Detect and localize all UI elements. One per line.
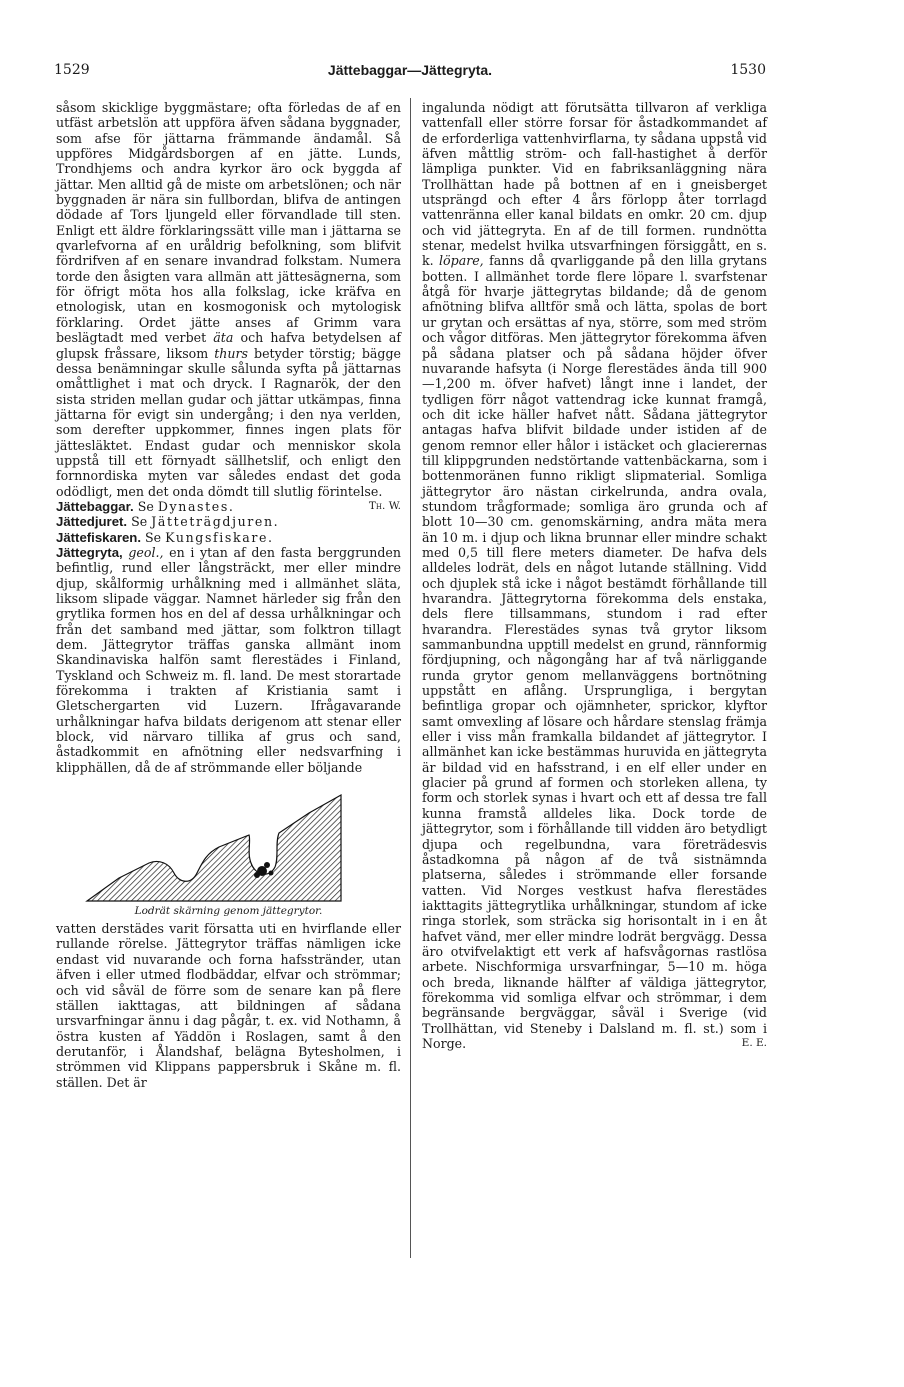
- entry-jattegryta: Jättegryta, geol., en i ytan af den fasta berggrunden befintlig, rund eller långsträckt, mer eller mindre djup, skålformig urhålkning med i allmänhet släta, liksom slipade väggar. Namnet härleder sig från den grytlika formen hos en del af dessa urhålkningar och från det samband med jättar, som folktron tillagt dem. Jättegrytor träffas ganska allmänt inom Skandinaviska halfön samt flerestädes i Finland, Tyskland och Schweiz m. fl. land. De mest storartade förekomma i trakten af Kristiania samt i Gletschergarten vid Luzern. Ifrågavarande urhålkningar hafva bildats derigenom att stenar eller block, vid närvaro tillika af grus och sand, åstadkommit en afnötning eller nedsvarfning i klipphällen, då de af strömmande eller böljande: [56, 544, 401, 775]
- author-signature: E. E.: [741, 1036, 767, 1049]
- page-header: [54, 62, 766, 84]
- column-divider: [410, 98, 411, 1258]
- author-signature: Th. W.: [368, 499, 401, 512]
- figure-pothole-section: [79, 783, 379, 903]
- pothole-cross-section-illustration: [79, 783, 379, 903]
- left-column: [56, 100, 401, 1090]
- entry-jattefiskaren: Jättefiskaren. Se Kungsfiskare.: [56, 529, 274, 545]
- entry-headword: Jättebaggar.: [56, 498, 134, 514]
- paragraph-continued: vatten derstädes varit försatta uti en hvirflande eller rullande rörelse. Jättegrytor träffas nämligen icke endast vid nuvarande och forna hafsstränder, utan äfven i eller utmed flodbäddar, elfvar och strömmar; och vid såväl de förre som de senare kan på flere ställen iakttagas, att bildningen af sådana ursvarfningar ännu i dag pågår, t. ex. vid Nothamn, å östra kusten af Yäddön i Roslagen, samt å den derutanför, i Ålandshaf, belägna Bytesholmen, i strömmen vid Klippans pappersbruk i Skåne m. fl. ställen. Det är: [56, 921, 401, 1090]
- page-number-left: 1529: [54, 62, 90, 78]
- paragraph-giants: såsom skicklige byggmästare; ofta förledas de af en utfäst arbetslön att uppföra äfven sådana byggnader, som afse för jättarna främmande ändamål. Så uppföres Midgårdsborgen af en jätte. Lunds, Trondhjems och andra kyrkor äro ock byggda af jättar. Men alltid gå de miste om arbetslönen; och när byggnaden är nära sin fullbordan, blifva de antingen dödade af Tors ljungeld eller förvandlade till sten. Enligt ett äldre förklaringssätt ville man i jättarna se qvarlefvorna af en uråldrig befolkning, som blifvit fördrifven af en senare invandrad folkstam. Numera torde den åsigten vara allmän att jättesägnerna, som för öfrigt möta hos alla folkslag, icke kräfva en etnologisk, utan en kosmogonisk och mytologisk förklaring. Ordet jätte anses af Grimm vara beslägtadt med verbet äta och hafva betydelsen af glupsk fråssare, liksom thurs betyder törstig; bägge dessa benämningar skulle sålunda syfta på jättarnas omåttlighet i mat och dryck. I Ragnarök, der den sista striden mellan gudar och jättar utkämpas, finna jättarna för evigt sin undergång; i den nya verlden, som derefter uppkommer, finnes ingen plats för jättesläktet. Endast gudar och menniskor skola uppstå till ett förnyadt sällhetslif, och enligt den fornnordiska myten var således endast det goda odödligt, men det onda dömdt till slutlig förintelse. Th. W.: [56, 100, 401, 499]
- entry-headword: Jättefiskaren.: [56, 529, 142, 545]
- cross-reference: Kungsfiskare.: [165, 529, 274, 545]
- figure-caption: Lodrät skärning genom jättegrytor.: [134, 905, 323, 918]
- entry-jattebaggar: Jättebaggar. Se Dynastes.: [56, 498, 235, 514]
- cross-reference: Jätteträgdjuren.: [151, 514, 280, 530]
- entry-headword: Jättegryta,: [56, 544, 123, 560]
- entry-headword: Jättedjuret.: [56, 514, 128, 530]
- right-column: [422, 100, 767, 1051]
- running-title: Jättebaggar—Jättegryta.: [327, 62, 493, 78]
- paragraph-right: ingalunda nödigt att förutsätta tillvaron af verkliga vattenfall eller större forsar för åstadkommandet af de erforderliga vattenhvirflarna, ty sådana uppstå vid äfven måttlig ström- och fall-hastighet å derför lämpliga punkter. Vid en fabriksanläggning nära Trollhättan hade på bottnen af en i gneisberget utsprängd och efter 4 års förlopp åter torrlagd vattenränna eller kanal bildats en omkr. 20 cm. djup och vid jättegryta. En af de till formen. rundnötta stenar, medelst hvilka utsvarfningen försiggått, en s. k. löpare, fanns då qvarliggande på den lilla grytans botten. I allmänhet torde flere löpare l. svarfstenar åtgå för hvarje jättegrytas bildande; då de genom afnötning blifva alltför små och lätta, spolas de bort ur grytan och ersättas af nya, större, som med ström och vågor ditföras. Men jättegrytor förekomma äfven på sådana platser och på sådana höjder öfver nuvarande hafsyta (i Norge flerestädes ända till 900—1,200 m. öfver hafvet) långt inne i landet, der tydligen förr något vattendrag icke kunnat framgå, och dit icke häller hafvet nått. Sådana jättegrytor antagas hafva blifvit bildade under istiden af de genom remnor eller hålor i istäcket och glacierernas till klippgrunden nedstörtande vattenbäckarna, som i bottenmoränen funno rikligt slipmaterial. Somliga jättegrytor äro nästan cirkelrunda, andra ovala, stundom trågformade; somliga äro grunda och af blott 10—30 cm. genomskärning, andra mäta mera än 10 m. i djup och likna brunnar eller mindre schakt med 0,5 till flere meters diameter. De hafva dels alldeles lodrät, dels en något lutande ställning. Vidd och djuplek stå icke i något bestämdt förhållande till hvarandra. Jättegrytorna förekomma dels enstaka, dels flere tillsammans, stundom i rad efter hvarandra. Flerestädes synas två grytor liksom sammanbundna upptill medelst en grund, rännformig fördjupning, och någongång har af två närliggande runda grytor genom mellanväggens bortnötning uppstått en aflång. Ursprungliga, i bergytan befintliga gropar och ojämnheter, sprickor, klyftor samt omvexling af lösare och hårdare stenslag främja eller i viss mån framkalla bildandet af jättegrytor. I allmänhet kan icke bestämmas huruvida en jättegryta är bildad vid en hafsstrand, i en elf eller under en glacier på grund af formen och storleken allena, ty form och storlek synas i hvart och ett af dessa tre fall kunna framstå alldeles lika. Dock torde de jättegrytor, som i förhållande till vidden äro betydligt djupa och regelbundna, vara företrädesvis åstadkomna på någon af de två sistnämnda platserna, således i strömmande eller forsande vatten. Vid Norges vestkust hafva flerestädes iakttagits jättegrytlika urhålkningar, stundom af icke ringa storlek, som sträcka sig horisontalt in i en åt hafvet vänd, mer eller mindre lodrät bergvägg. Dessa äro otvifvelaktigt ett verk af hafsvågornas rastlösa arbete. Nischformiga ursvarfningar, 5—10 m. höga och breda, liknande hälfter af väldiga jättegrytor, förekomma vid somliga elfvar och strömmar, i dem begränsande bergväggar, såväl i Sverige (vid Trollhättan, vid Steneby i Dalsland m. fl. st.) som i Norge. E. E.: [422, 100, 767, 1051]
- page-number-right: 1530: [730, 62, 766, 78]
- entry-jattedjuret: Jättedjuret. Se Jätteträgdjuren.: [56, 514, 280, 530]
- cross-reference: Dynastes.: [157, 498, 235, 514]
